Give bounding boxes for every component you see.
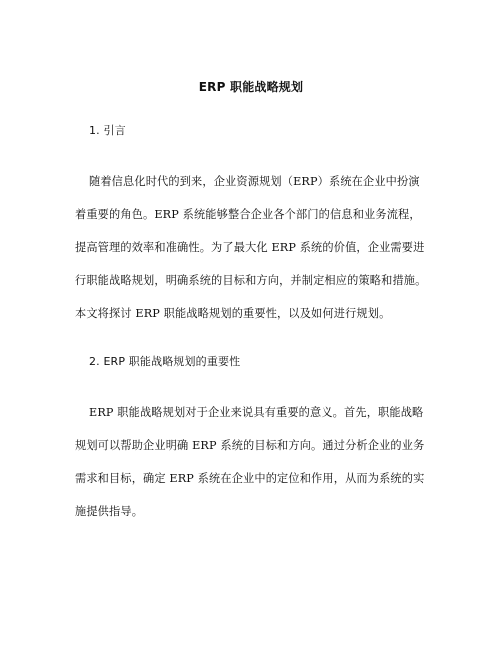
paragraph-line: 规划可以帮助企业明确 ERP 系统的目标和方向。通过分析企业的业务: [75, 439, 425, 452]
paragraph-line: 提高管理的效率和准确性。为了最大化 ERP 系统的价值，企业需要进: [75, 241, 425, 254]
section-heading-importance: 2. ERP 职能战略规划的重要性: [89, 355, 241, 368]
paragraph-line: 施提供指导。: [75, 505, 144, 518]
paragraph-line: 行职能战略规划，明确系统的目标和方向，并制定相应的策略和措施。: [75, 274, 427, 287]
paragraph-line: 随着信息化时代的到来，企业资源规划（ERP）系统在企业中扮演: [89, 175, 420, 188]
paragraph-line: ERP 职能战略规划对于企业来说具有重要的意义。首先，职能战略: [89, 406, 424, 419]
paragraph-line: 本文将探讨 ERP 职能战略规划的重要性，以及如何进行规划。: [75, 307, 391, 320]
document-title: ERP 职能战略规划: [198, 80, 304, 94]
paragraph-line: 着重要的角色。ERP 系统能够整合企业各个部门的信息和业务流程，: [75, 208, 421, 221]
section-heading-introduction: 1. 引言: [89, 124, 126, 137]
paragraph-line: 需求和目标，确定 ERP 系统在企业中的定位和作用，从而为系统的实: [75, 472, 425, 485]
